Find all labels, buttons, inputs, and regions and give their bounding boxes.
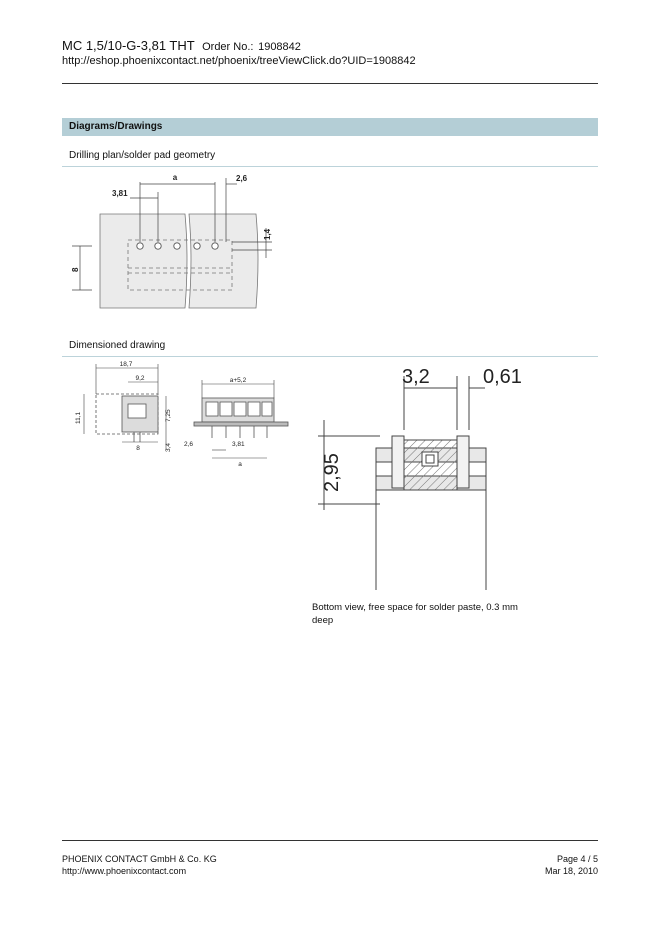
section-header: Diagrams/Drawings	[62, 118, 598, 136]
footer-divider	[62, 840, 598, 841]
pad-geometry	[376, 436, 486, 590]
dim-3-81: 3,81	[232, 441, 245, 448]
document-date: Mar 18, 2010	[544, 866, 598, 876]
board-left	[100, 214, 187, 308]
product-name: MC 1,5/10-G-3,81 THT	[62, 38, 195, 53]
product-url[interactable]: http://eshop.phoenixcontact.net/phoenix/treeViewClick.do?UID=1908842	[62, 55, 416, 67]
dim-pitch: 3,81	[112, 189, 128, 198]
document-title	[62, 38, 301, 53]
dimensioned-drawing-label: Dimensioned drawing	[69, 340, 166, 351]
dim-8: 8	[136, 445, 140, 452]
dim-9-2: 9,2	[135, 375, 145, 382]
dim-a: a	[172, 173, 178, 182]
drilling-divider	[62, 166, 598, 167]
side-view	[96, 394, 158, 442]
board-right	[189, 214, 258, 308]
dimensioned-divider	[62, 356, 598, 357]
front-view	[194, 398, 288, 438]
dim-18-7: 18,7	[119, 361, 133, 368]
footer-company-block	[62, 853, 217, 877]
footer-meta-block	[545, 853, 598, 877]
bottom-view-caption: Bottom view, free space for solder paste, 0.3 mm deep	[312, 602, 518, 626]
footer-website[interactable]: http://www.phoenixcontact.com	[62, 866, 187, 876]
page-number: Page 4 / 5	[556, 854, 598, 864]
dim-a-plus-5-2: a+5,2	[229, 377, 247, 384]
dim-3-4: 3,4	[165, 442, 172, 452]
dim-a: a	[238, 461, 242, 468]
dim-1-4: 1,4	[263, 228, 272, 240]
order-number: 1908842	[258, 41, 301, 53]
dim-7-25: 7,25	[165, 409, 172, 422]
dim-11-1: 11,1	[75, 411, 82, 424]
order-label: Order No.:	[202, 41, 254, 53]
dim-8: 8	[71, 267, 80, 272]
dim-2-95: 2,95	[321, 453, 343, 492]
header-divider	[62, 83, 598, 84]
drilling-plan-label: Drilling plan/solder pad geometry	[69, 150, 216, 161]
dimensioned-drawing	[62, 358, 292, 468]
drilling-plan-drawing	[62, 168, 302, 318]
dim-3-2: 3,2	[402, 366, 430, 388]
footer-company: PHOENIX CONTACT GmbH & Co. KG	[62, 854, 217, 864]
dim-0-61: 0,61	[483, 366, 522, 388]
dim-2-6: 2,6	[184, 441, 194, 448]
bottom-view-drawing	[310, 360, 540, 600]
dim-2-6: 2,6	[236, 174, 248, 183]
